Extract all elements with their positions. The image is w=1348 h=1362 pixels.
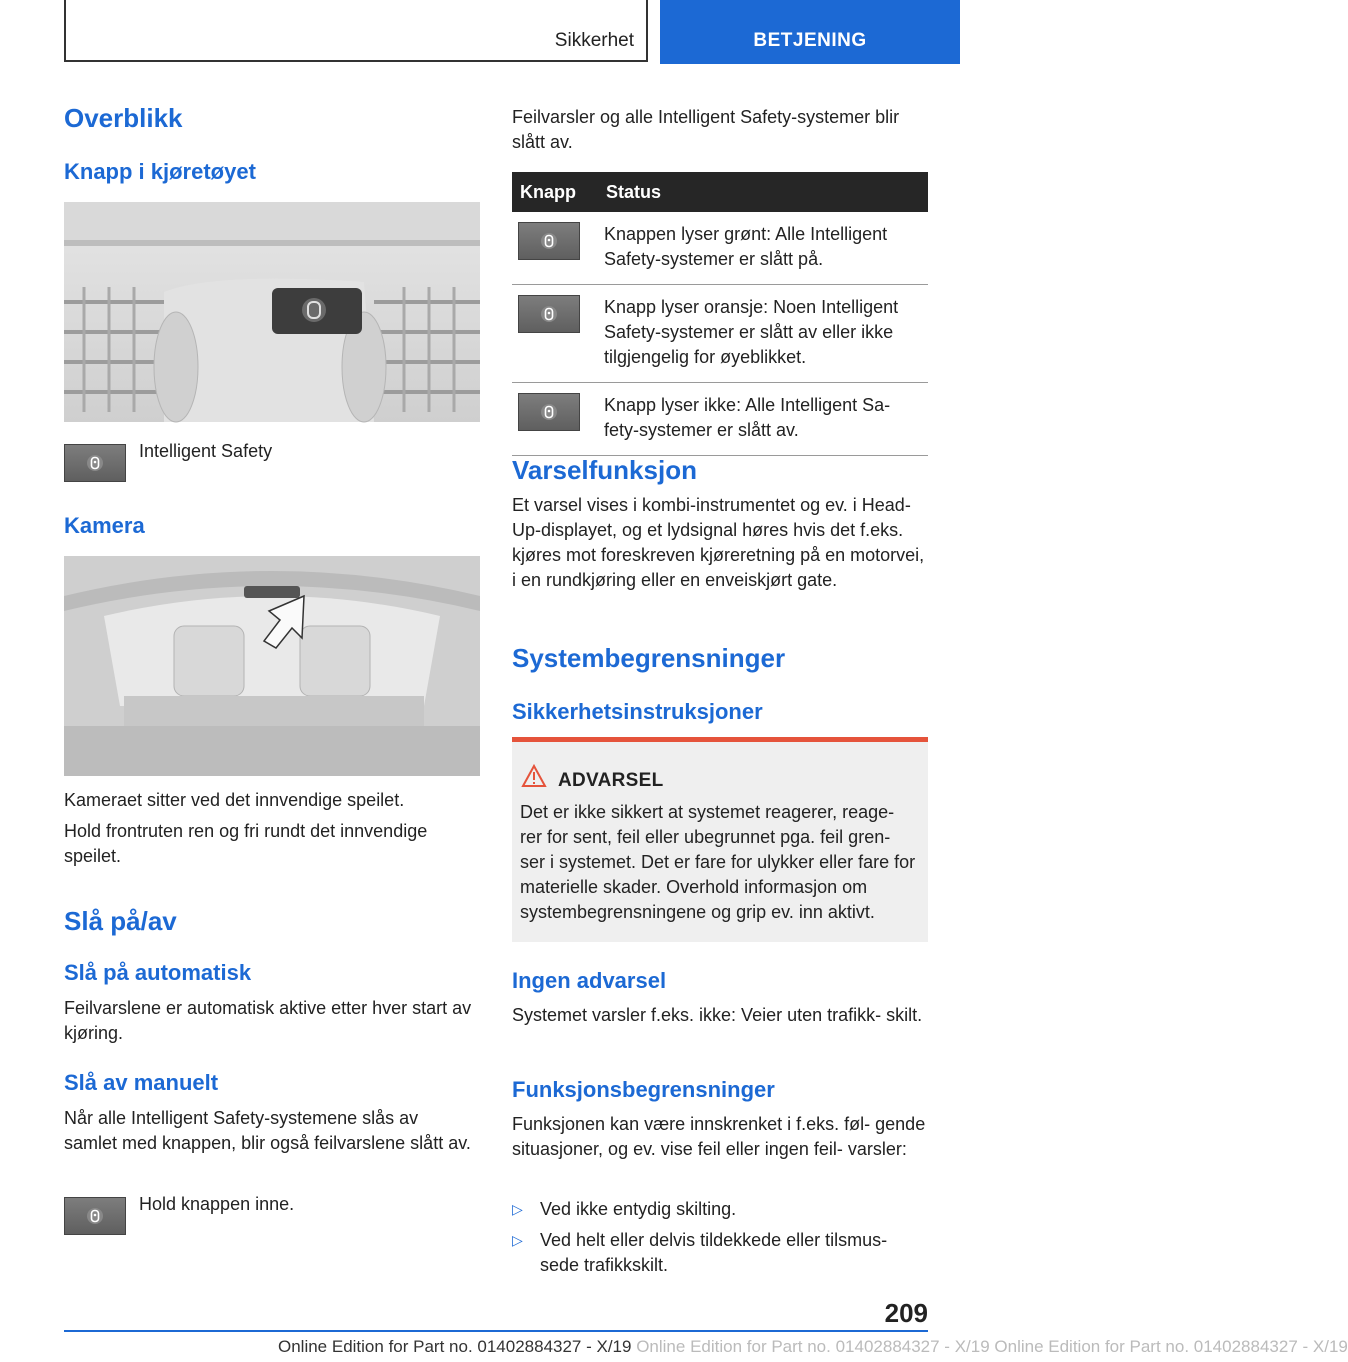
camera-interior-photo xyxy=(64,556,480,776)
col-knapp: Knapp xyxy=(512,172,598,212)
hold-button-caption: Hold knappen inne. xyxy=(139,1194,295,1214)
status-green: Knappen lyser grønt: Alle Intelligent Safety-systemer er slått på. xyxy=(598,212,928,285)
manual-off-heading: Slå av manuelt xyxy=(64,1070,219,1095)
system-limits-heading: Systembegrensninger xyxy=(512,643,786,673)
hold-button-icon xyxy=(64,1197,126,1235)
safety-instructions-heading: Sikkerhetsinstruksjoner xyxy=(512,699,763,724)
header-bar xyxy=(64,0,648,62)
no-warning-heading: Ingen advarsel xyxy=(512,968,667,993)
auto-on-text: Feilvarslene er automatisk aktive etter hver start av kjøring. xyxy=(64,998,472,1043)
button-icon-green xyxy=(518,222,580,260)
onoff-heading: Slå på/av xyxy=(64,906,177,936)
footer-rule xyxy=(64,1330,928,1332)
chapter-tab xyxy=(660,0,960,64)
manual-off-text: Når alle Intelligent Safety-systemene slås av samlet med knappen, blir også feilvarslene slått av. xyxy=(64,1108,471,1153)
camera-location-text: Kameraet sitter ved det innvendige speilet. xyxy=(64,790,405,810)
button-icon-orange xyxy=(518,295,580,333)
intelligent-safety-button-icon xyxy=(64,444,126,482)
list-item: ▷ Ved helt eller delvis tildekkede eller tilsmus- sede trafikkskilt. xyxy=(512,1230,888,1275)
dashboard-button-photo xyxy=(64,202,480,422)
chapter-title: BETJENING xyxy=(753,30,867,51)
bullet-triangle-icon: ▷ xyxy=(512,1232,523,1248)
footer-edition: Online Edition for Part no. 01402884327 - X/19 Online Edition for Part no. 01402884327 - X/19 Online Edition for Part no. 01402884327 - X/19 xyxy=(278,1337,1348,1356)
function-limits-text: Funksjonen kan være innskrenket i f.eks. føl- gende situasjoner, og ev. vise feil eller ingen feil- varsler: xyxy=(512,1114,926,1159)
warning-function-heading: Varselfunksjon xyxy=(512,455,697,485)
status-off: Knapp lyser ikke: Alle Intelligent Sa- fety-systemer er slått av. xyxy=(598,383,928,456)
table-row xyxy=(512,212,928,285)
camera-heading: Kamera xyxy=(64,513,145,538)
bullet-triangle-icon: ▷ xyxy=(512,1201,523,1217)
list-item: ▷ Ved ikke entydig skilting. xyxy=(512,1197,928,1223)
auto-on-heading: Slå på automatisk xyxy=(64,960,252,985)
warning-triangle-icon xyxy=(522,765,546,787)
function-limits-heading: Funksjonsbegrensninger xyxy=(512,1077,775,1102)
warning-title: ADVARSEL xyxy=(558,770,664,791)
section-title: Sikkerhet xyxy=(554,30,634,51)
status-orange: Knapp lyser oransje: Noen Intelligent Safety-systemer er slått av eller ikke tilgjengelig for øyeblikket. xyxy=(598,285,928,383)
warning-function-text: Et varsel vises i kombi-instrumentet og ev. i Head-Up-displayet, og et lydsignal høres hvis det f.eks. kjøres mot foreskreven kjøreretning på en motorvei, i en rundkjøring eller en enveiskjørt gate. xyxy=(512,495,925,590)
intro-text: Feilvarsler og alle Intelligent Safety-systemer blir slått av. xyxy=(512,107,900,152)
warning-body: Det er ikke sikkert at systemet reagerer, reage- rer for sent, feil eller ubegrunnet pga. feil gren- ser i systemet. Det er fare for ulykker eller fare for materielle skader. Overhold informasjon om systembegrensningene og grip ev. inn aktivt. xyxy=(520,802,916,922)
button-caption: Intelligent Safety xyxy=(139,441,273,461)
page-number: 209 xyxy=(884,1298,928,1328)
no-warning-text: Systemet varsler f.eks. ikke: Veier uten trafikk- skilt. xyxy=(512,1005,923,1025)
table-row xyxy=(512,285,928,383)
col-status: Status xyxy=(598,172,928,212)
button-icon-off xyxy=(518,393,580,431)
warning-box xyxy=(512,737,928,942)
status-table xyxy=(512,172,928,456)
button-heading: Knapp i kjøretøyet xyxy=(64,159,256,184)
overview-heading: Overblikk xyxy=(64,103,183,133)
camera-clean-text: Hold frontruten ren og fri rundt det innvendige speilet. xyxy=(64,821,428,866)
table-row xyxy=(512,383,928,456)
footer-watermark: Online Edition for Part no. 01402884327 - X/19 Online Edition for Part no. 01402884327 - X/19 xyxy=(636,1337,1348,1356)
